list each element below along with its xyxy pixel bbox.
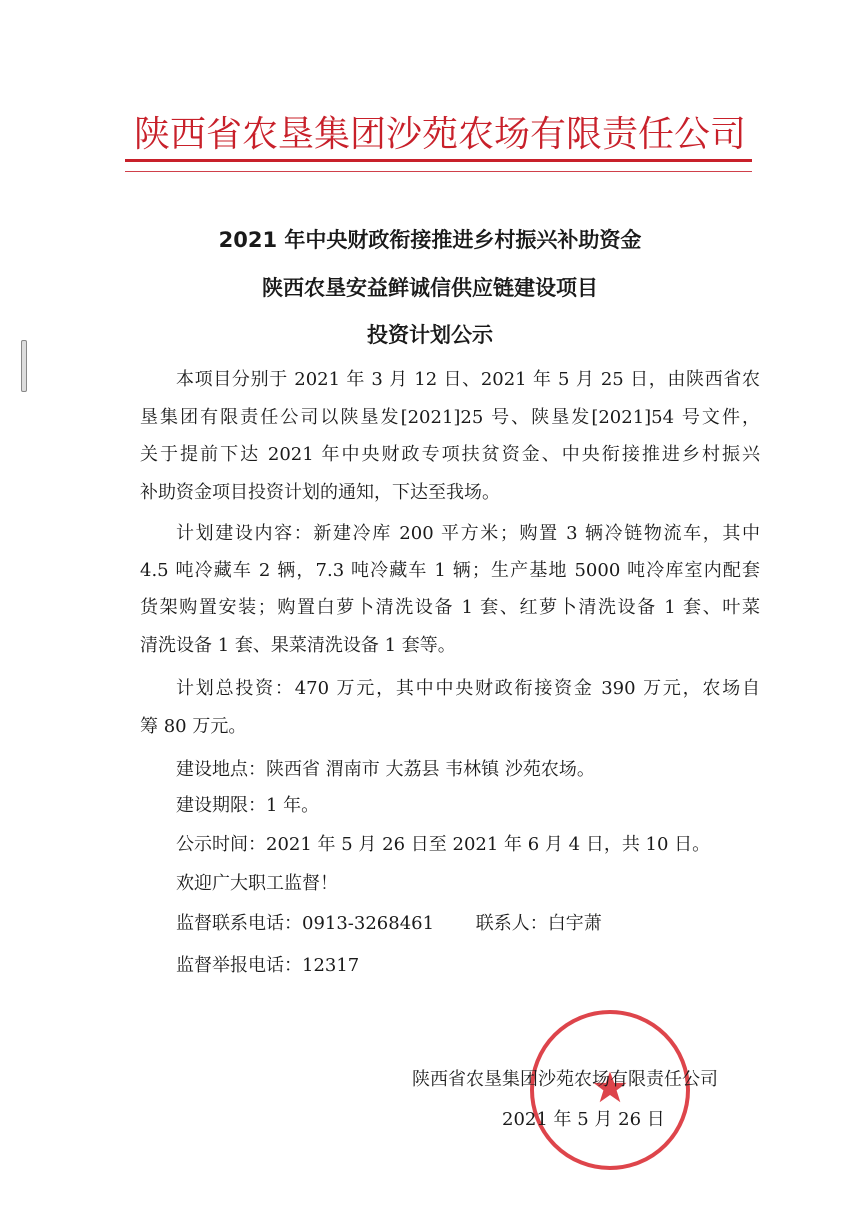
body-line: 垦集团有限责任公司以陕垦发[2021]25 号、陕垦发[2021]54 号文件， xyxy=(140,407,760,428)
letterhead-rule-thick xyxy=(125,159,752,162)
signature-date: 2021 年 5 月 26 日 xyxy=(502,1109,665,1130)
body-line: 清洗设备 1 套、果菜清洗设备 1 套等。 xyxy=(140,635,456,656)
contact-phone: 监督联系电话：0913-3268461 联系人：白宇萧 xyxy=(176,913,602,934)
report-phone: 监督举报电话：12317 xyxy=(176,955,360,976)
title-line-1: 2021 年中央财政衔接推进乡村振兴补助资金 xyxy=(218,228,642,252)
letterhead-rule-thin xyxy=(125,171,752,172)
notice-period: 公示时间：2021 年 5 月 26 日至 2021 年 6 月 4 日，共 10 日。 xyxy=(176,834,711,855)
letterhead-title: 陕西省农垦集团沙苑农场有限责任公司 xyxy=(134,114,747,155)
body-line: 4.5 吨冷藏车 2 辆，7.3 吨冷藏车 1 辆；生产基地 5000 吨冷库室内配套 xyxy=(140,560,760,581)
body-line: 计划建设内容：新建冷库 200 平方米；购置 3 辆冷链物流车，其中 xyxy=(176,523,760,544)
body-line: 本项目分别于 2021 年 3 月 12 日、2021 年 5 月 25 日，由陕西省农 xyxy=(176,369,760,390)
body-line: 筹 80 万元。 xyxy=(140,716,247,737)
body-line: 补助资金项目投资计划的通知，下达至我场。 xyxy=(140,482,500,503)
signature-org: 陕西省农垦集团沙苑农场有限责任公司 xyxy=(412,1069,718,1090)
body-line: 关于提前下达 2021 年中央财政专项扶贫资金、中央衔接推进乡村振兴 xyxy=(140,444,760,465)
construction-period: 建设期限：1 年。 xyxy=(176,795,320,816)
construction-site: 建设地点：陕西省 渭南市 大荔县 韦林镇 沙苑农场。 xyxy=(176,759,595,780)
title-line-3: 投资计划公示 xyxy=(367,323,493,347)
body-line: 计划总投资：470 万元，其中中央财政衔接资金 390 万元，农场自 xyxy=(176,678,760,699)
welcome-supervision: 欢迎广大职工监督！ xyxy=(176,873,338,894)
body-line: 货架购置安装；购置白萝卜清洗设备 1 套、红萝卜清洗设备 1 套、叶菜 xyxy=(140,597,760,618)
title-line-2: 陕西农垦安益鲜诚信供应链建设项目 xyxy=(262,276,598,300)
